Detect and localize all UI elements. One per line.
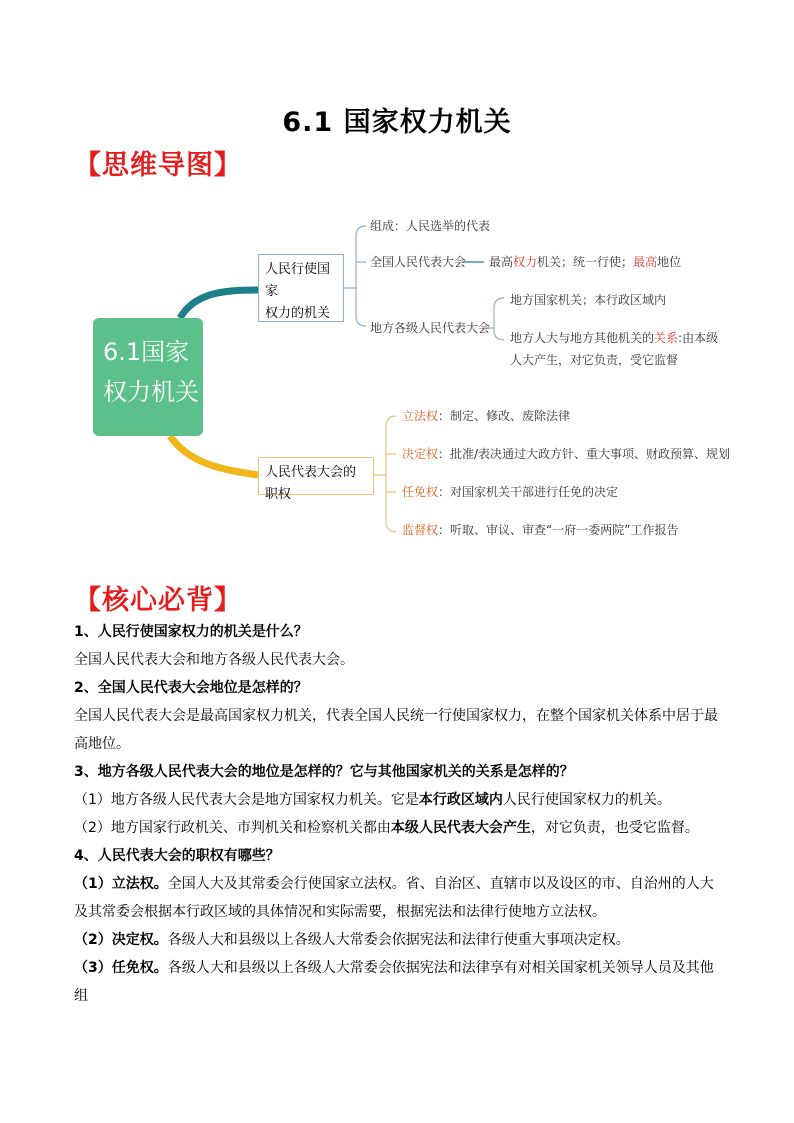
branch-congress-powers <box>258 457 374 502</box>
node-supervision <box>402 522 678 538</box>
p1-label: 立法权 <box>402 409 439 423</box>
question-1: 1、人民行使国家权力的机关是什么？ <box>74 624 308 640</box>
answer-4-2 <box>74 926 724 954</box>
local-2c: :由本级 <box>678 331 719 345</box>
answer-3-2 <box>74 814 724 842</box>
a3-1b: 本行政区域内 <box>418 792 503 808</box>
p3-label: 任免权 <box>402 485 439 499</box>
node-appointment <box>402 484 618 500</box>
a3-2c: ，对它负责，也受它监督。 <box>530 820 699 836</box>
connector-branch1-group <box>344 226 366 326</box>
section-mindmap-heading: 【思维导图】 <box>74 150 242 181</box>
page-title: 6.1 国家权力机关 <box>282 107 512 138</box>
node-local-3: 人大产生，对它负责，受它监督 <box>510 353 679 367</box>
connector-branch2-group <box>374 416 396 532</box>
answer-2: 全国人民代表大会是最高国家权力机关，代表全国人民统一行使国家权力，在整个国家机关体系中居于最高地位。 <box>74 708 718 752</box>
node-npc-detail <box>489 254 681 270</box>
a4-1a: （1）立法权。 <box>74 876 168 892</box>
core-content <box>74 618 724 1010</box>
answer-4-1 <box>74 870 724 926</box>
question-3: 3、地方各级人民代表大会的地位是怎样的？它与其他国家机关的关系是怎样的？ <box>74 764 574 780</box>
mindmap-root-node <box>93 318 203 436</box>
answer-4-3 <box>74 954 724 1010</box>
section-core-heading: 【核心必背】 <box>74 585 242 616</box>
node-local-1: 地方国家机关；本行政区域内 <box>510 293 667 307</box>
node-npc: 全国人民代表大会 <box>370 255 467 269</box>
question-2: 2、全国人民代表大会地位是怎样的？ <box>74 680 308 696</box>
p4-label: 监督权 <box>402 523 439 537</box>
answer-3-1 <box>74 786 724 814</box>
a4-3b: 各级人大和县级以上各级人大常委会依据宪法和法律享有对相关国家机关领导人员及其他组 <box>74 960 714 1004</box>
connector-root-branch1 <box>180 290 258 318</box>
branch1-line1: 人民行使国家 <box>265 262 331 299</box>
npc-detail-d: 最高 <box>633 255 658 269</box>
a3-2a: （2）地方国家行政机关、市判机关和检察机关都由 <box>74 820 391 836</box>
root-label-line2: 权力机关 <box>103 378 199 406</box>
npc-detail-b: 权力 <box>513 255 538 269</box>
node-legislative <box>402 408 570 424</box>
a4-3a: （3）任免权。 <box>74 960 168 976</box>
a4-2a: （2）决定权。 <box>74 932 168 948</box>
question-4: 4、人民代表大会的职权有哪些？ <box>74 848 280 864</box>
node-composition: 组成：人民选举的代表 <box>370 219 491 233</box>
a3-1a: （1）地方各级人民代表大会是地方国家权力机关。它是 <box>74 792 419 808</box>
branch1-line2: 权力的机关 <box>265 306 331 321</box>
npc-detail-e: 地位 <box>657 255 682 269</box>
p4-text: ：听取、审议、审查“一府一委两院”工作报告 <box>438 523 679 537</box>
p3-text: ：对国家机关干部进行任免的决定 <box>438 485 619 499</box>
local-2a: 地方人大与地方其他机关的 <box>510 331 655 345</box>
p1-text: ：制定、修改、废除法律 <box>438 409 571 423</box>
a3-2b: 本级人民代表大会产生 <box>390 820 531 836</box>
node-local-2 <box>510 330 718 346</box>
local-2b: 关系 <box>654 331 679 345</box>
answer-1: 全国人民代表大会和地方各级人民代表大会。 <box>74 652 354 668</box>
a4-2b: 各级人大和县级以上各级人大常委会依据宪法和法律行使重大事项决定权。 <box>167 932 630 948</box>
p2-text: ：批准/表决通过大政方针、重大事项、财政预算、规划 <box>438 447 731 461</box>
root-label-line1: 6.1国家 <box>103 338 190 366</box>
node-local: 地方各级人民代表大会 <box>370 321 491 335</box>
npc-detail-c: 机关；统一行使； <box>537 255 634 269</box>
a4-1b: 全国人大及其常委会行使国家立法权。省、自治区、直辖市以及设区的市、自治州的人大及其常委会根据本行政区域的具体情况和实际需要，根据宪法和法律行使地方立法权。 <box>74 876 714 920</box>
node-decision <box>402 446 730 462</box>
branch2-label: 人民代表大会的职权 <box>265 465 357 502</box>
connector-root-branch2 <box>170 436 258 475</box>
a3-1c: 人民行使国家权力的机关。 <box>502 792 671 808</box>
branch-power-organ <box>258 254 344 322</box>
npc-detail-a: 最高 <box>489 255 514 269</box>
p2-label: 决定权 <box>402 447 439 461</box>
